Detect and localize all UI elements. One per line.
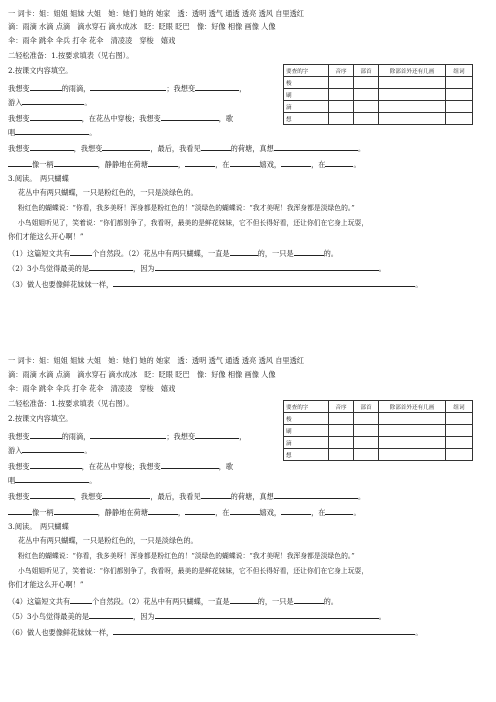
blank[interactable] bbox=[230, 506, 260, 515]
table-cell[interactable] bbox=[446, 113, 473, 125]
blank[interactable] bbox=[325, 158, 353, 167]
blank[interactable] bbox=[30, 430, 62, 439]
table-header-cell: 组词 bbox=[446, 65, 473, 77]
table-row bbox=[284, 89, 473, 101]
reading-title: 3.阅读。 两只蝴蝶 bbox=[8, 174, 69, 183]
table-header-cell: 要查的字 bbox=[284, 401, 329, 413]
table-row bbox=[284, 113, 473, 125]
table-cell[interactable] bbox=[379, 89, 446, 101]
blank[interactable] bbox=[274, 142, 358, 151]
blank[interactable] bbox=[70, 247, 92, 256]
table-cell[interactable] bbox=[379, 413, 446, 425]
section-two-title: 二轻松准备：1.按要求填表（见右图）。 bbox=[8, 51, 134, 60]
table-char-cell: 梭 bbox=[284, 77, 329, 89]
reading-paragraph-2: 粉红色的蝴蝶说：“你看，我多美呀！浑身都是粉红色的！”淡绿色的蝴蝶说：“我才美呢！我浑身都是淡绿色的。” bbox=[18, 204, 355, 212]
blank[interactable] bbox=[195, 82, 239, 91]
reading-title: 3.阅读。 两只蝴蝶 bbox=[8, 522, 69, 531]
blank[interactable] bbox=[148, 158, 178, 167]
table-header-cell: 部首 bbox=[354, 401, 379, 413]
blank[interactable] bbox=[54, 506, 98, 515]
table-cell[interactable] bbox=[446, 89, 473, 101]
table-cell[interactable] bbox=[354, 113, 379, 125]
table-row bbox=[284, 437, 473, 449]
table-header-cell: 音序 bbox=[329, 401, 354, 413]
blank[interactable] bbox=[230, 247, 258, 256]
blank[interactable] bbox=[230, 595, 258, 604]
reading-paragraph-1: 花丛中有两只蝴蝶，一只是粉红色的，一只是淡绿色的。 bbox=[18, 536, 198, 545]
table-header-row bbox=[284, 401, 473, 413]
table-header-cell: 部首 bbox=[354, 65, 379, 77]
blank[interactable] bbox=[201, 142, 231, 151]
reading-paragraph-4: 你们才能这么开心啊！” bbox=[8, 580, 84, 589]
fill-line-3: 我想变 ，在花丛中穿梭；我想变 ，歌 bbox=[8, 462, 234, 471]
table-cell[interactable] bbox=[329, 89, 354, 101]
blank[interactable] bbox=[201, 490, 231, 499]
blank[interactable] bbox=[325, 506, 353, 515]
blank[interactable] bbox=[89, 610, 133, 619]
question-2: （2）3小鸟觉得最美的是 ，因为 。 bbox=[8, 264, 386, 273]
blank[interactable] bbox=[102, 142, 150, 151]
table-cell[interactable] bbox=[354, 437, 379, 449]
table-cell[interactable] bbox=[329, 413, 354, 425]
blank[interactable] bbox=[113, 278, 415, 287]
question-1: （1）这篇短文共有 个自然段。（2）花丛中有两只蝴蝶，一直是 的，一只是 的。 bbox=[8, 249, 338, 258]
blank[interactable] bbox=[185, 158, 215, 167]
fill-line-5: 我想变 ，我想变 ，最后，我看见 的荷塘，真想 。 bbox=[8, 144, 366, 153]
fill-line-4: 唱 。 bbox=[8, 476, 97, 485]
table-cell[interactable] bbox=[379, 113, 446, 125]
reading-paragraph-4: 你们才能这么开心啊！” bbox=[8, 232, 84, 241]
table-cell[interactable] bbox=[354, 77, 379, 89]
blank[interactable] bbox=[161, 112, 219, 121]
blank[interactable] bbox=[161, 460, 219, 469]
blank[interactable] bbox=[30, 112, 82, 121]
fill-line-6: 像一柄 ，静静地在荷塘 ， ，在 嬉戏， ，在 。 bbox=[8, 158, 361, 170]
table-cell[interactable] bbox=[379, 449, 446, 461]
table-row bbox=[284, 425, 473, 437]
fill-line-4: 唱 。 bbox=[8, 128, 97, 137]
table-char-cell: 想 bbox=[284, 449, 329, 461]
table-char-cell: 刷 bbox=[284, 425, 329, 437]
blank[interactable] bbox=[30, 490, 74, 499]
table-cell[interactable] bbox=[329, 437, 354, 449]
blank[interactable] bbox=[90, 82, 166, 91]
blank[interactable] bbox=[230, 158, 260, 167]
word-cards-line-2: 滴：雨滴 水滴 点滴 滴水穿石 滴水成冰 眨：眨眼 眨巴 像：好像 相像 画像 人像 bbox=[8, 370, 276, 379]
table-char-cell: 滴 bbox=[284, 101, 329, 113]
fill-line-6: 像一柄 ，静静地在荷塘 ， ，在 嬉戏， ，在 。 bbox=[8, 506, 361, 518]
blank[interactable] bbox=[281, 158, 311, 167]
table-header-cell: 要查的字 bbox=[284, 65, 329, 77]
table-cell[interactable] bbox=[329, 425, 354, 437]
blank[interactable] bbox=[113, 626, 415, 635]
blank[interactable] bbox=[90, 430, 166, 439]
table-cell[interactable] bbox=[446, 437, 473, 449]
fill-line-2: 游入 。 bbox=[8, 98, 92, 107]
table-header-cell: 除部首外还有几画 bbox=[379, 401, 446, 413]
table-cell[interactable] bbox=[446, 449, 473, 461]
table-cell[interactable] bbox=[379, 101, 446, 113]
table-cell[interactable] bbox=[329, 77, 354, 89]
blank[interactable] bbox=[148, 506, 178, 515]
table-row bbox=[284, 77, 473, 89]
table-row bbox=[284, 449, 473, 461]
table-cell[interactable] bbox=[354, 101, 379, 113]
word-cards-line-1: 一 词卡：姐：姐姐 姐妹 大姐 她：她们 她的 她家 透：透明 透气 通透 透亮 透风 自里透红 bbox=[8, 356, 304, 365]
fill-line-1: 我想变 的雨滴， ；我想变 ， bbox=[8, 84, 247, 93]
table-cell[interactable] bbox=[354, 413, 379, 425]
blank[interactable] bbox=[8, 506, 32, 515]
reading-paragraph-3: 小鸟姐姐听见了，笑着说：“你们都别争了，我看呀，最美的是鲜花妹妹，它不但长得好看，还让你们在它身上玩耍， bbox=[18, 567, 369, 575]
table-cell[interactable] bbox=[446, 413, 473, 425]
table-char-cell: 刷 bbox=[284, 89, 329, 101]
table-cell[interactable] bbox=[329, 449, 354, 461]
blank[interactable] bbox=[15, 126, 89, 135]
blank[interactable] bbox=[102, 490, 150, 499]
table-header-row bbox=[284, 65, 473, 77]
reading-paragraph-3: 小鸟姐姐听见了，笑着说：“你们都别争了，我看呀，最美的是鲜花妹妹，它不但长得好看，还让你们在它身上玩耍， bbox=[18, 219, 369, 227]
blank[interactable] bbox=[70, 595, 92, 604]
table-cell[interactable] bbox=[446, 77, 473, 89]
table-cell[interactable] bbox=[446, 425, 473, 437]
blank[interactable] bbox=[155, 262, 379, 271]
table-cell[interactable] bbox=[354, 449, 379, 461]
table-header-cell: 组词 bbox=[446, 401, 473, 413]
question-3: （3）做人也要像鲜花妹妹一样， 。 bbox=[8, 280, 423, 289]
fill-instruction: 2.按课文内容填空。 bbox=[8, 414, 73, 423]
table-header-cell: 除部首外还有几画 bbox=[379, 65, 446, 77]
table-char-cell: 想 bbox=[284, 113, 329, 125]
table-row bbox=[284, 413, 473, 425]
blank[interactable] bbox=[22, 96, 84, 105]
table-cell[interactable] bbox=[379, 77, 446, 89]
question-5: （5）3小鸟觉得最美的是 ，因为 。 bbox=[8, 612, 386, 621]
blank[interactable] bbox=[185, 506, 215, 515]
fill-line-5: 我想变 ，我想变 ，最后，我看见 的荷塘，真想 。 bbox=[8, 492, 366, 501]
table-char-cell: 梭 bbox=[284, 413, 329, 425]
blank[interactable] bbox=[8, 158, 32, 167]
blank[interactable] bbox=[294, 247, 324, 256]
word-cards-line-3: 伞：雨伞 跳伞 伞兵 打伞 花伞 清凌凌 穿梭 嬉戏 bbox=[8, 384, 176, 393]
blank[interactable] bbox=[30, 82, 62, 91]
table-cell[interactable] bbox=[354, 425, 379, 437]
table-row bbox=[284, 101, 473, 113]
blank[interactable] bbox=[274, 490, 358, 499]
fill-instruction: 2.按课文内容填空。 bbox=[8, 66, 73, 75]
blank[interactable] bbox=[294, 595, 324, 604]
table-header-cell: 音序 bbox=[329, 65, 354, 77]
character-lookup-table-1 bbox=[283, 64, 473, 125]
table-char-cell: 滴 bbox=[284, 437, 329, 449]
table-cell[interactable] bbox=[379, 425, 446, 437]
fill-line-1: 我想变 的雨滴， ；我想变 ， bbox=[8, 432, 247, 441]
fill-line-2: 游入 。 bbox=[8, 446, 92, 455]
table-cell[interactable] bbox=[379, 437, 446, 449]
blank[interactable] bbox=[195, 430, 239, 439]
table-cell[interactable] bbox=[329, 113, 354, 125]
blank[interactable] bbox=[89, 262, 133, 271]
fill-line-3: 我想变 ，在花丛中穿梭；我想变 ，歌 bbox=[8, 114, 234, 123]
table-cell[interactable] bbox=[354, 89, 379, 101]
blank[interactable] bbox=[22, 444, 84, 453]
blank[interactable] bbox=[155, 610, 379, 619]
reading-paragraph-2: 粉红色的蝴蝶说：“你看，我多美呀！浑身都是粉红色的！”淡绿色的蝴蝶说：“我才美呢！我浑身都是淡绿色的。” bbox=[18, 552, 355, 560]
reading-paragraph-1: 花丛中有两只蝴蝶，一只是粉红色的，一只是淡绿色的。 bbox=[18, 188, 198, 197]
blank[interactable] bbox=[281, 506, 311, 515]
table-cell[interactable] bbox=[329, 101, 354, 113]
word-cards-line-2: 滴：雨滴 水滴 点滴 滴水穿石 滴水成冰 眨：眨眼 眨巴 像：好像 相像 画像 人像 bbox=[8, 22, 276, 31]
table-cell[interactable] bbox=[446, 101, 473, 113]
blank[interactable] bbox=[54, 158, 98, 167]
word-cards-line-3: 伞：雨伞 跳伞 伞兵 打伞 花伞 清凌凌 穿梭 嬉戏 bbox=[8, 36, 176, 45]
blank[interactable] bbox=[15, 474, 89, 483]
blank[interactable] bbox=[30, 460, 82, 469]
blank[interactable] bbox=[30, 142, 74, 151]
word-cards-line-1: 一 词卡：姐：姐姐 姐妹 大姐 她：她们 她的 她家 透：透明 透气 通透 透亮 透风 自里透红 bbox=[8, 9, 304, 18]
question-4: （4）这篇短文共有 个自然段。（2）花丛中有两只蝴蝶，一直是 的，一只是 的。 bbox=[8, 597, 338, 606]
character-lookup-table-2 bbox=[283, 400, 473, 461]
question-6: （6）做人也要像鲜花妹妹一样， 。 bbox=[8, 628, 423, 637]
section-two-title: 二轻松准备：1.按要求填表（见右图）。 bbox=[8, 399, 134, 408]
